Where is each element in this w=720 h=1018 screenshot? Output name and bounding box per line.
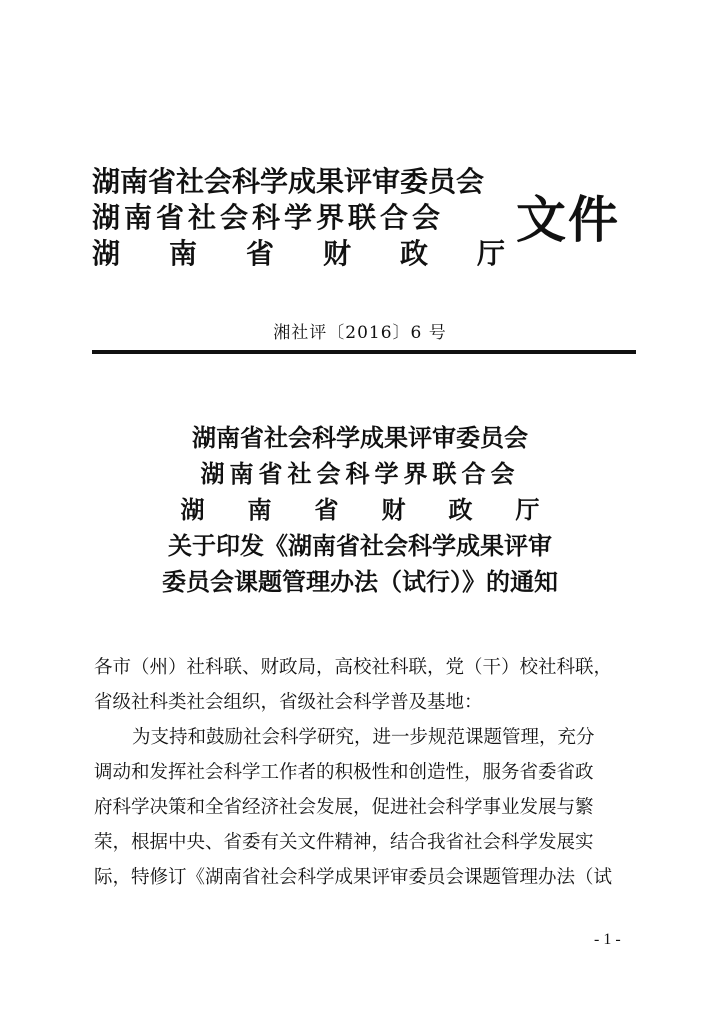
title-line-1: 湖南省社会科学成果评审委员会	[192, 424, 528, 452]
title-line-3: 湖南省财政厅	[180, 496, 583, 524]
page-number: - 1 -	[594, 931, 621, 948]
title-line-2: 湖南省社会科学界联合会	[200, 460, 520, 488]
body-paragraph-line: 荣，根据中央、省委有关文件精神，结合我省社会科学发展实	[94, 832, 594, 853]
issuer-line-3: 湖南省财政厅	[92, 237, 555, 270]
document-number: 湘社评〔2016〕6 号	[273, 323, 447, 343]
document-title	[0, 420, 720, 600]
issuer-block	[92, 164, 555, 272]
title-line-4: 关于印发《湖南省社会科学成果评审	[168, 532, 552, 560]
salutation-line-1: 各市（州）社科联、财政局，高校社科联，党（干）校社科联，	[94, 657, 613, 678]
issuer-line-2: 湖南省社会科学界联合会	[92, 201, 445, 234]
header-divider	[92, 350, 636, 354]
document-body	[94, 650, 634, 895]
body-paragraph-line: 调动和发挥社会科学工作者的积极性和创造性，服务省委省政	[94, 762, 594, 783]
title-line-5: 委员会课题管理办法（试行）》的通知	[162, 568, 558, 596]
issuer-line-1: 湖南省社会科学成果评审委员会	[92, 165, 485, 198]
document-type-label: 文件	[516, 191, 620, 249]
body-paragraph-line: 为支持和鼓励社会科学研究，进一步规范课题管理，充分	[132, 727, 595, 748]
salutation-line-2: 省级社科类社会组织，省级社会科学普及基地：	[94, 692, 483, 713]
body-paragraph-line: 际，特修订《湖南省社会科学成果评审委员会课题管理办法（试	[94, 867, 613, 888]
body-paragraph-line: 府科学决策和全省经济社会发展，促进社会科学事业发展与繁	[94, 797, 594, 818]
